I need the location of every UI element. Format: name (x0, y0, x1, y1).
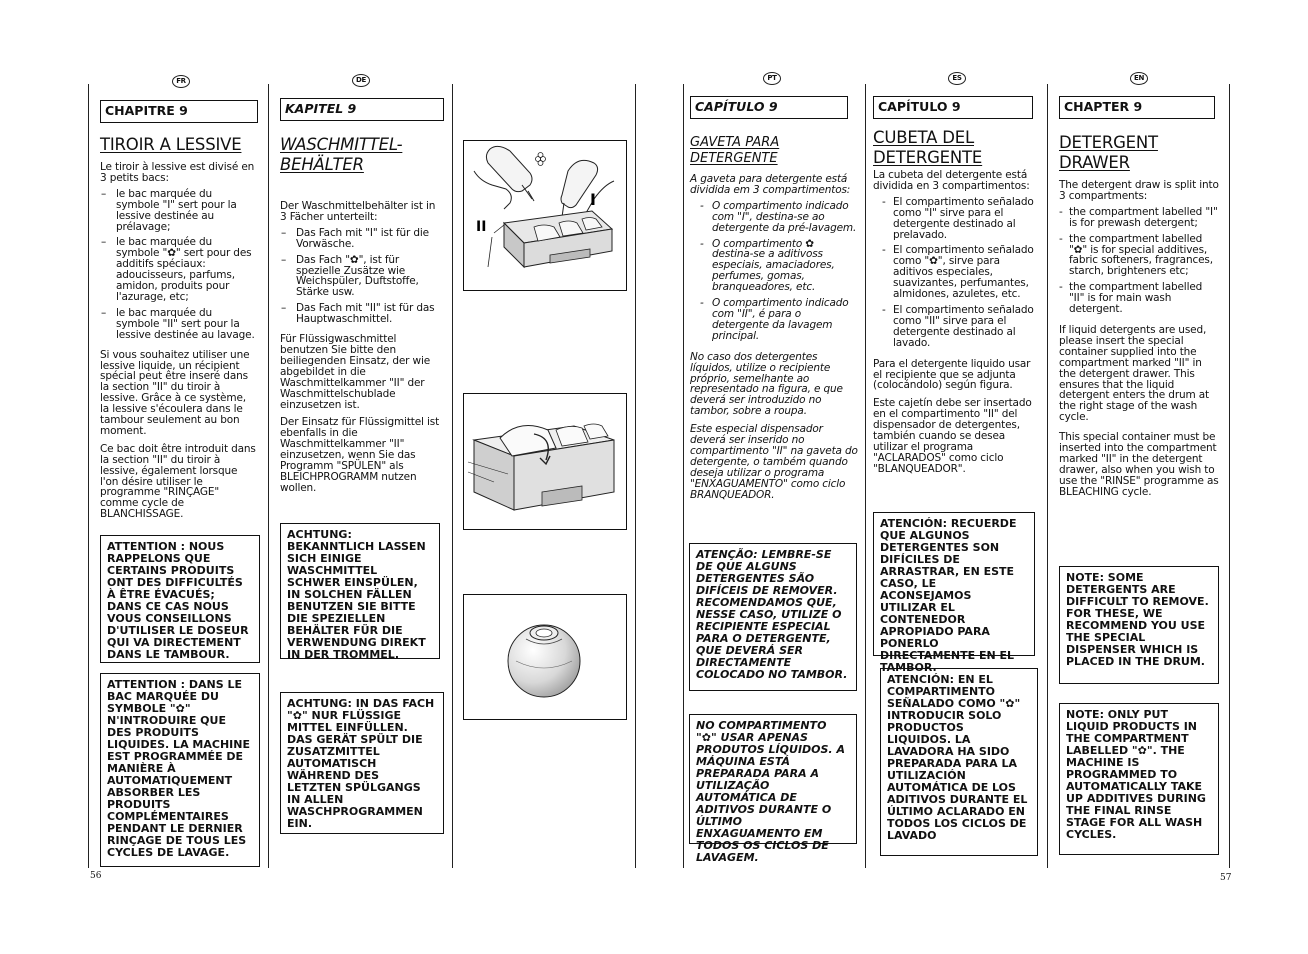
column-de (280, 98, 444, 494)
chapter-label: CAPÍTULO 9 (873, 96, 1033, 119)
language-badge-fr: FR (172, 75, 190, 88)
warning-box: ATENÇÃO: LEMBRE-SE DE QUE ALGUNS DETERGENTES SÃO DIFÍCEIS DE REMOVER. RECOMENDAMOS QUE, NESSE CASO, UTILIZE O RECIPIENTE ESPECIAL PARA O DETERGENTE, QUE DEVERÁ SER DIRECTAMENTE COLOCADO NO TAMBOR. (689, 543, 857, 691)
column-pt (690, 96, 858, 500)
paragraph: Este especial dispensador deverá ser inserido no compartimento "II" na gaveta do detergente, o também quando deseja utilizar o programa "ENXAGUAMENTO" como ciclo BRANQUEADOR. (690, 423, 858, 501)
compartment-label-two: II (476, 219, 487, 235)
paragraph: Si vous souhaitez utiliser une lessive liquide, un récipient spécial peut être inseré dans la section "II" du tiroir à lessive. Grâce à ce système, la lessive s'écoulera dans le tambour seulement au bon moment. (100, 348, 250, 437)
list-item: - El compartimento señalado como "II" sirve para el detergente destinado al lavado. (882, 303, 1034, 349)
paragraph: Für Flüssigwaschmittel benutzen Sie bitte den beiliegenden Einsatz, der wie abgebildet in die Waschmittelkammer "II" der Waschmittelschublade einzusetzen ist. (280, 333, 431, 411)
column-en (1059, 96, 1219, 498)
divider (635, 84, 636, 868)
list-item: - El compartimento señalado como "✿", sirve para aditivos especiales, suavizantes, perfumantes, almidones, azuletes, etc. (882, 244, 1034, 301)
section-title: TIROIR A LESSIVE (100, 135, 242, 154)
drawer-insert-illustration (463, 393, 627, 530)
list-item: – le bac marquée du symbole "II" sert pour la lessive destinée au lavage. (101, 306, 255, 341)
body-text (100, 162, 258, 520)
divider (1229, 84, 1230, 868)
paragraph: If liquid detergents are used, please insert the special container supplied into the compartment marked "II" in the detergent drawer. This ensures that the liquid detergent enters the drum at the right stage of the wash cycle. (1059, 323, 1210, 424)
warning-box: NOTE: ONLY PUT LIQUID PRODUCTS IN THE COMPARTMENT LABELLED "✿". THE MACHINE IS PROGRAMMED TO AUTOMATICALLY TAKE UP ADDITIVES DURING THE FINAL RINSE STAGE FOR ALL WASH CYCLES. (1059, 703, 1219, 855)
list-item: - the compartment labelled "II" is for main wash detergent. (1059, 281, 1203, 316)
paragraph: Este cajetín debe ser insertado en el compartimento "II" del dispensador de detergentes, también cuando se desea utilizar el programa "ACLARADOS" como ciclo "BLANQUEADOR". (873, 397, 1032, 475)
language-badge-pt: PT (763, 72, 781, 85)
divider (865, 84, 866, 868)
compartment-label-one: I (590, 190, 596, 209)
list-item: – Das Fach "✿", ist für spezielle Zusätze wie Weichspüler, Duftstoffe, Stärke usw. (281, 253, 419, 299)
chapter-label: CAPÍTULO 9 (690, 96, 848, 119)
list-item: – Das Fach mit "II" ist für das Hauptwaschmittel. (281, 302, 435, 326)
column-es (873, 96, 1039, 475)
warning-box: ATENCIÓN: EN EL COMPARTIMENTO SEÑALADO COMO "✿" INTRODUCIR SOLO PRODUCTOS LIQUIDOS. LA LAVADORA HA SIDO PREPARADA PARA LA UTILIZACIÓN AUTOMÁTICA DE LOS ADITIVOS DURANTE EL ÚLTIMO ACLARADO EN TODOS LOS CICLOS DE LAVADO (880, 668, 1038, 856)
paragraph: The detergent draw is split into 3 compartments: (1059, 179, 1219, 202)
paragraph: This special container must be inserted into the compartment marked "II" in the detergent drawer, also when you wish to use the "RINSE" programme as BLEACHING cycle. (1059, 431, 1219, 498)
warning-box: NOTE: SOME DETERGENTS ARE DIFFICULT TO REMOVE. FOR THESE, WE RECOMMEND YOU USE THE SPECIAL DISPENSER WHICH IS PLACED IN THE DRUM. (1059, 566, 1219, 684)
divider (88, 84, 89, 868)
list-item: - the compartment labelled "✿" is for special additives, fabric softeners, fragrances, starch, brighteners etc; (1059, 232, 1213, 278)
paragraph: Der Einsatz für Flüssigmittel ist ebenfalls in die Waschmittelkammer "II" einzusetzen, wenn Sie das Programm "SPÜLEN" als BLEICHPROGRAMM nutzen wollen. (280, 416, 440, 494)
divider (683, 84, 684, 868)
paragraph: La cubeta del detergente está dividida en 3 compartimentos: (873, 169, 1030, 192)
list-item: - O compartimento ✿ destina-se a aditivoss especiais, amaciadores, perfumes, gomas, branqueadores, etc. (700, 237, 835, 294)
list-item: - the compartment labelled "I" is for prewash detergent; (1059, 205, 1218, 229)
section-title: GAVETA PARA DETERGENTE (690, 135, 780, 166)
section-title: CUBETA DEL DETERGENTE (873, 128, 983, 167)
list-item: - O compartimento indicado com "I", destina-se ao detergente da pré-lavagem. (700, 199, 857, 234)
divider (268, 84, 269, 868)
language-badge-es: ES (948, 72, 966, 85)
warning-box: ACHTUNG: BEKANNTLICH LASSEN SICH EINIGE WASCHMITTEL SCHWER EINSPÜLEN, IN SOLCHEN FÄLLEN BENUTZEN SIE BITTE DIE SPEZIELLEN BEHÄLTER FÜR DIE VERWENDUNG DIREKT IN DER TROMMEL. (280, 523, 440, 659)
paragraph: Ce bac doit être introduit dans la section "II" du tiroir à lessive, également lorsque l'on désire utiliser le programme "RINÇAGE" comme cycle de BLANCHISSAGE. (100, 442, 256, 521)
column-fr (100, 100, 258, 520)
body-text (873, 170, 1039, 475)
section-title: WASCHMITTEL- BEHÄLTER (280, 135, 403, 174)
warning-box: ATENCIÓN: RECUERDE QUE ALGUNOS DETERGENTES SON DIFÍCILES DE ARRASTRAR, EN ESTE CASO, LE ACONSEJAMOS UTILIZAR EL CONTENEDOR APROPIADO PARA PONERLO DIRECTAMENTE EN EL TAMBOR. (873, 512, 1035, 656)
language-badge-en: EN (1130, 72, 1148, 85)
section-title: DETERGENT DRAWER (1059, 133, 1158, 172)
drawer-pouring-illustration (463, 140, 627, 291)
divider (1047, 84, 1048, 868)
body-text (690, 174, 858, 500)
list-item: – Das Fach mit "I" ist für die Vorwäsche. (281, 226, 429, 250)
page-number-left: 56 (90, 871, 102, 881)
paragraph: Der Waschmittelbehälter ist in 3 Fächer unterteilt: (280, 200, 436, 223)
list-item: - El compartimento señalado como "I" sirve para el detergente destinado al prelavado. (882, 195, 1034, 241)
body-text (1059, 180, 1219, 498)
paragraph: Para el detergente liquido usar el recipiente que se adjunta (colocándolo) según figura. (873, 357, 1031, 392)
language-badge-de: DE (352, 74, 370, 87)
chapter-label: CHAPITRE 9 (100, 100, 258, 123)
warning-box: ATTENTION : DANS LE BAC MARQUÉE DU SYMBOLE "✿" N'INTRODUIRE QUE DES PRODUITS LIQUIDES. LA MACHINE EST PROGRAMMÉE DE MANIÈRE À AUTOMATIQUEMENT ABSORBER LES PRODUITS COMPLÉMENTAIRES PENDANT LE DERNIER RINÇAGE DE TOUS LES CYCLES DE LAVAGE. (100, 673, 260, 867)
chapter-label: KAPITEL 9 (280, 98, 444, 121)
divider (452, 84, 453, 868)
warning-box: ACHTUNG: IN DAS FACH "✿" NUR FLÜSSIGE MITTEL EINFÜLLEN. DAS GERÄT SPÜLT DIE ZUSATZMITTEL AUTOMATISCH WÄHREND DES LETZTEN SPÜLGANGS IN ALLEN WASCHPROGRAMMEN EIN. (280, 692, 444, 834)
warning-box: NO COMPARTIMENTO "✿" USAR APENAS PRODUTOS LÍQUIDOS. A MÁQUINA ESTÁ PREPARADA PARA A UTILIZAÇÃO AUTOMÁTICA DE ADITIVOS DURANTE O ÚLTIMO ENXAGUAMENTO EM TODOS OS CICLOS DE LAVAGEM. (689, 714, 857, 844)
list-item: – le bac marquée du symbole "I" sert pour la lessive destinée au prélavage; (101, 187, 237, 233)
paragraph: Le tiroir à lessive est divisé en 3 petits bacs: (100, 161, 255, 184)
body-text (280, 201, 444, 494)
list-item: – le bac marquée du symbole "✿" sert pour des additifs spéciaux: adoucisseurs, parfums, amidon, produits pour l'azurage, etc; (101, 236, 252, 303)
paragraph: No caso dos detergentes líquidos, utilize o recipiente próprio, semelhante ao representado na figura, e que deverá ser introduzido no tambor, sobre a roupa. (690, 350, 843, 418)
liquid-dispenser-illustration (463, 594, 627, 720)
page-number-right: 57 (1220, 873, 1232, 883)
list-item: - O compartimento indicado com "II", é para o detergente da lavagem principal. (700, 297, 849, 342)
paragraph: A gaveta para detergente está dividida em 3 compartimentos: (690, 173, 851, 196)
warning-box: ATTENTION : NOUS RAPPELONS QUE CERTAINS PRODUITS ONT DES DIFFICULTÉS À ÊTRE ÉVACUÉS; DANS CE CAS NOUS VOUS CONSEILLONS D'UTILISER LE DOSEUR QUI VA DIRECTEMENT DANS LE TAMBOUR. (100, 535, 260, 663)
flower-icon (536, 153, 546, 166)
chapter-label: CHAPTER 9 (1059, 96, 1215, 119)
